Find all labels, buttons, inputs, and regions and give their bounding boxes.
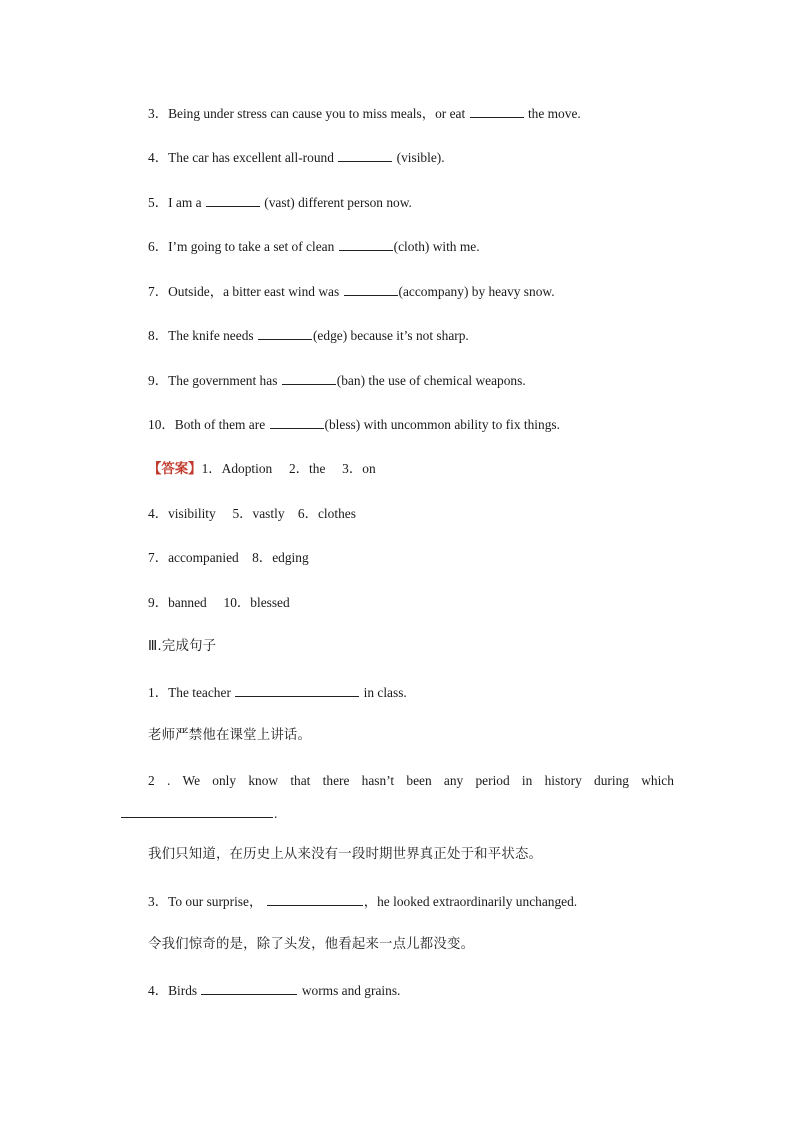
word: period [475, 773, 510, 788]
word: during [594, 773, 629, 788]
item-text: 3．Being under stress can cause you to miss meals，or eat [148, 106, 466, 121]
item-text: (visible). [396, 150, 445, 165]
item-text: 7．Outside，a bitter east wind was [148, 284, 340, 299]
word: history [544, 773, 582, 788]
word: 2 [148, 773, 155, 788]
answer-text: 4．visibility 5．vastly 6．clothes [148, 506, 356, 521]
sentence-2 [148, 773, 674, 789]
item-text: 10．Both of them are [148, 417, 266, 432]
item-text: 6．I’m going to take a set of clean [148, 239, 335, 254]
answer-blank[interactable] [282, 372, 336, 385]
sentence-3 [148, 893, 577, 910]
exercise-item-4 [148, 149, 445, 166]
word: in [521, 773, 533, 788]
item-text: the move. [527, 106, 581, 121]
exercise-item-3 [148, 105, 581, 122]
answer-blank[interactable] [201, 982, 297, 995]
answer-blank[interactable] [339, 238, 393, 251]
answer-blank[interactable] [206, 194, 260, 207]
answer-blank[interactable] [470, 105, 524, 118]
exercise-item-5 [148, 194, 412, 211]
item-text: 5．I am a [148, 195, 202, 210]
sentence-text: 3．To our surprise， [148, 894, 263, 909]
sentence-text: in class. [363, 685, 407, 700]
answer-text: 1．Adoption 2．the 3．on [201, 461, 376, 476]
answer-text: 7．accompanied 8．edging [148, 550, 309, 565]
item-text: (edge) because it’s not sharp. [312, 328, 469, 343]
exercise-item-7 [148, 283, 555, 300]
sentence-4 [148, 982, 400, 999]
item-text: 8．The knife needs [148, 328, 254, 343]
answer-line-2 [148, 506, 356, 522]
word: know [248, 773, 279, 788]
exercise-item-6 [148, 238, 480, 255]
sentence-2-translation: 我们只知道，在历史上从来没有一段时期世界真正处于和平状态。 [148, 847, 543, 862]
sentence-end: . [274, 806, 278, 821]
item-text: (vast) different person now. [264, 195, 412, 210]
answer-blank[interactable] [235, 684, 359, 697]
word: been [406, 773, 432, 788]
item-text: (bless) with uncommon ability to fix things. [324, 417, 560, 432]
answer-blank[interactable] [338, 149, 392, 162]
sentence-1-translation: 老师严禁他在课堂上讲话。 [148, 728, 312, 743]
word: hasn’t [361, 773, 395, 788]
answer-line-3 [148, 550, 309, 566]
word: which [641, 773, 674, 788]
word: . [166, 773, 171, 788]
answer-blank[interactable] [344, 283, 398, 296]
word: any [443, 773, 464, 788]
exercise-item-9 [148, 372, 526, 389]
answer-line-1 [148, 461, 376, 478]
exercise-item-8 [148, 327, 469, 344]
sentence-3-translation: 令我们惊奇的是，除了头发，他看起来一点儿都没变。 [148, 937, 475, 952]
sentence-text: ，he looked extraordinarily unchanged. [363, 894, 578, 909]
word: We [182, 773, 201, 788]
sentence-text: worms and grains. [301, 983, 401, 998]
word: there [322, 773, 350, 788]
item-text: (accompany) by heavy snow. [398, 284, 555, 299]
sentence-2-continuation [120, 805, 277, 822]
answer-line-4 [148, 595, 290, 611]
exercise-item-10 [148, 416, 560, 433]
section-heading: Ⅲ.完成句子 [148, 639, 217, 654]
word: that [290, 773, 311, 788]
sentence-text: 1．The teacher [148, 685, 231, 700]
answer-blank[interactable] [258, 327, 312, 340]
answer-tag: 【答案】 [148, 462, 202, 477]
answer-text: 9．banned 10．blessed [148, 595, 290, 610]
sentence-1 [148, 684, 407, 701]
item-text: 9．The government has [148, 373, 278, 388]
item-text: (ban) the use of chemical weapons. [336, 373, 526, 388]
item-text: (cloth) with me. [393, 239, 480, 254]
answer-blank[interactable] [267, 893, 363, 906]
sentence-text: 4．Birds [148, 983, 198, 998]
answer-blank[interactable] [121, 805, 273, 818]
word: only [212, 773, 237, 788]
answer-blank[interactable] [270, 416, 324, 429]
item-text: 4．The car has excellent all-round [148, 150, 334, 165]
